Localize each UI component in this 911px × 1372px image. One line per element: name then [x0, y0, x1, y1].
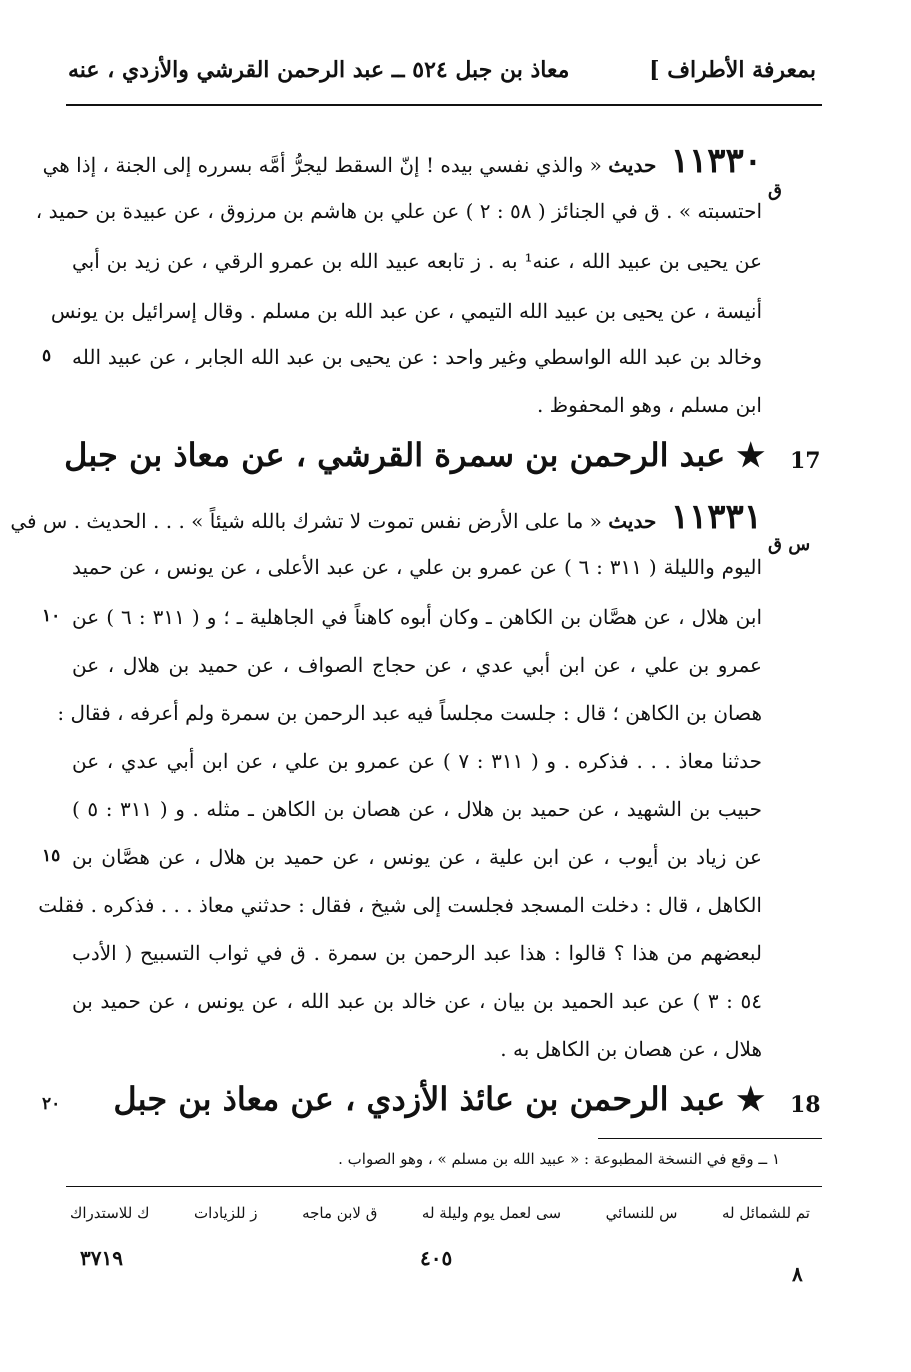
running-head	[68, 50, 816, 90]
hadith-1330-text-1: « والذي نفسي بيده ! إنّ السقط ليجرُّ أمَّه بسرره إلى الجنة ، إذا هي	[42, 153, 602, 177]
section-17-heading: ★ عبد الرحمن بن سمرة القرشي ، عن معاذ بن جبل	[64, 436, 765, 474]
margin-number-10: ١٠	[42, 606, 61, 626]
hadith-1331-line-8: عن زياد بن أيوب ، عن ابن علية ، عن يونس ، عن حميد بن هلال ، عن هصَّان بن	[72, 845, 762, 869]
hadith-1330-number: ١١٣٣٠	[670, 141, 762, 181]
abbrev-amal-yawm: سى لعمل يوم وليلة له	[421, 1204, 562, 1222]
hadith-1331-side-note: س ق	[768, 534, 811, 555]
hadith-1330-line-4: أنيسة ، عن يحيى بن عبيد الله التيمي ، عن عبد الله بن مسلم . وقال إسرائيل بن يونس	[50, 299, 762, 323]
margin-number-5: ٥	[42, 346, 52, 366]
hadith-1330-label: حديث	[608, 153, 657, 177]
section-18-heading: ★ عبد الرحمن بن عائذ الأزدي ، عن معاذ بن جبل	[113, 1080, 765, 1118]
hadith-1331-line-12: هلال ، عن هصان بن الكاهل به .	[500, 1037, 762, 1061]
abbrev-shamail: تم للشمائل له	[721, 1204, 810, 1222]
section-18-number: 18	[790, 1092, 821, 1118]
hadith-1331-line-3: ابن هلال ، عن هصَّان بن الكاهن ـ وكان أبوه كاهناً في الجاهلية ـ ؛ و ( ٣١١ : ٦ ) عن	[72, 605, 762, 629]
footnote: ١ ــ وقع في النسخة المطبوعة : « عبيد الله بن مسلم » ، وهو الصواب .	[338, 1150, 780, 1168]
hadith-1330-line-6: ابن مسلم ، وهو المحفوظ .	[536, 393, 762, 417]
hadith-1331-text-1: « ما على الأرض نفس تموت لا تشرك بالله شيئاً » . . . الحديث . س في	[10, 509, 602, 533]
running-head-left: معاذ بن جبل ٥٢٤ ــ عبد الرحمن القرشي والأزدي ، عنه	[68, 57, 570, 83]
hadith-1330-side-note: ق	[768, 180, 782, 201]
footnote-rule	[598, 1138, 822, 1139]
hadith-1331-line-11: ٥٤ : ٣ ) عن عبد الحميد بن بيان ، عن خالد بن عبد الله ، عن يونس ، عن حميد بن	[72, 989, 762, 1013]
header-rule	[66, 104, 822, 106]
hadith-1331-number: ١١٣٣١	[670, 497, 762, 537]
abbreviations-key	[70, 1198, 810, 1228]
abbreviations-rule	[66, 1186, 822, 1187]
abbrev-ziyadat: ز للزيادات	[194, 1204, 258, 1222]
abbrev-ibn-majah: ق لابن ماجه	[302, 1204, 378, 1222]
hadith-1331-line-9: الكاهل ، قال : دخلت المسجد فجلست إلى شيخ ، فقال : حدثني معاذ . . . فذكره . فقلت	[38, 893, 762, 917]
hadith-1330-line-5: وخالد بن عبد الله الواسطي وغير واحد : عن يحيى بن عبد الله الجابر ، عن عبيد الله	[72, 345, 762, 369]
page-number: ٤٠٥	[420, 1246, 453, 1270]
hadith-1331-line-10: لبعضهم من هذا ؟ قالوا : هذا عبد الرحمن بن سمرة . ق في ثواب التسبيح ( الأدب	[72, 941, 762, 965]
hadith-1330-line-2: احتسبته » . ق في الجنائز ( ٥٨ : ٢ ) عن علي بن هاشم بن مرزوق ، عن عبيدة بن حميد ،	[35, 199, 762, 223]
hadith-1331-line-6: حدثنا معاذ . . . فذكره . و ( ٣١١ : ٧ ) عن عمرو بن علي ، عن ابن أبي عدي ، عن	[72, 749, 762, 773]
hadith-1330-line-3: عن يحيى بن عبيد الله ، عنه¹ به . ز تابعه عبيد الله بن عمرو الرقي ، عن زيد بن أبي	[72, 249, 762, 273]
abbrev-istidrak: ك للاستدراك	[70, 1204, 150, 1222]
hadith-1331-label: حديث	[608, 509, 657, 533]
abbrev-nasai: س للنسائي	[605, 1204, 678, 1222]
footer-left-number: ٣٧١٩	[80, 1246, 123, 1270]
running-head-right: بمعرفة الأطراف ]	[649, 57, 816, 83]
hadith-1330-line-1	[42, 138, 762, 184]
margin-number-15: ١٥	[42, 846, 61, 866]
hadith-1331-line-2: اليوم والليلة ( ٣١١ : ٦ ) عن عمرو بن علي ، عن عبد الأعلى ، عن يونس ، عن حميد	[72, 555, 762, 579]
hadith-1331-line-5: هصان بن الكاهن ؛ قال : جلست مجلساً فيه عبد الرحمن بن سمرة ولم أعرفه ، فقال :	[57, 701, 762, 725]
hadith-1331-line-4: عمرو بن علي ، عن ابن أبي عدي ، عن حجاج الصواف ، عن حميد بن هلال ، عن	[72, 653, 762, 677]
section-17-number: 17	[790, 448, 821, 474]
margin-number-20: ٢٠	[42, 1094, 61, 1114]
hadith-1331-line-1	[10, 494, 762, 540]
footer-right-number: ٨	[792, 1262, 803, 1286]
hadith-1331-line-7: حبيب بن الشهيد ، عن حميد بن هلال ، عن هصان بن الكاهن ـ مثله . و ( ٣١١ : ٥ )	[72, 797, 762, 821]
